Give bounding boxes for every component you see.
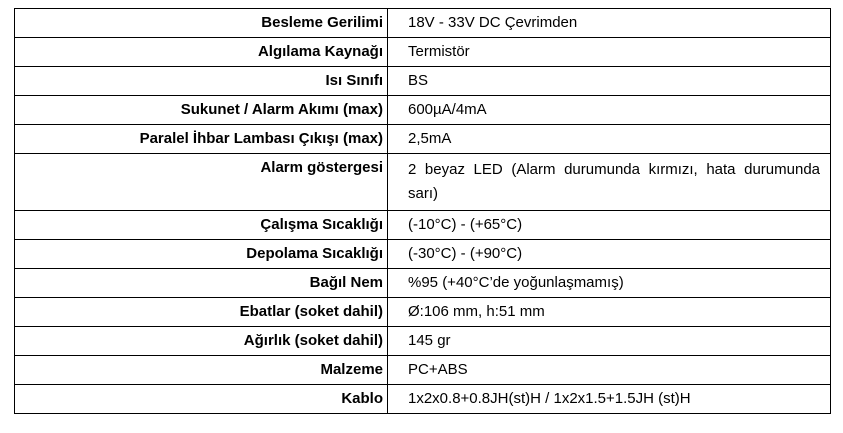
spec-label: Sukunet / Alarm Akımı (max)	[15, 96, 388, 125]
table-row	[15, 67, 831, 96]
spec-value: 1x2x0.8+0.8JH(st)H / 1x2x1.5+1.5JH (st)H	[388, 385, 831, 414]
table-row	[15, 154, 831, 211]
spec-value: 18V - 33V DC Çevrimden	[388, 9, 831, 38]
spec-label: Ağırlık (soket dahil)	[15, 327, 388, 356]
spec-label: Isı Sınıfı	[15, 67, 388, 96]
spec-value: 145 gr	[388, 327, 831, 356]
table-row	[15, 96, 831, 125]
spec-label: Kablo	[15, 385, 388, 414]
spec-value: %95 (+40°C’de yoğunlaşmamış)	[388, 269, 831, 298]
spec-value: (-30°C) - (+90°C)	[388, 240, 831, 269]
spec-label: Ebatlar (soket dahil)	[15, 298, 388, 327]
spec-label: Malzeme	[15, 356, 388, 385]
table-row	[15, 211, 831, 240]
spec-label: Bağıl Nem	[15, 269, 388, 298]
spec-value: PC+ABS	[388, 356, 831, 385]
table-row	[15, 125, 831, 154]
spec-value: 2,5mA	[388, 125, 831, 154]
spec-value: Ø:106 mm, h:51 mm	[388, 298, 831, 327]
table-row	[15, 327, 831, 356]
table-row	[15, 240, 831, 269]
spec-table	[14, 8, 831, 414]
table-row	[15, 385, 831, 414]
spec-value: Termistör	[388, 38, 831, 67]
spec-label: Besleme Gerilimi	[15, 9, 388, 38]
spec-label: Alarm göstergesi	[15, 154, 388, 211]
table-row	[15, 38, 831, 67]
table-row	[15, 9, 831, 38]
table-row	[15, 269, 831, 298]
spec-value: 2 beyaz LED (Alarm durumunda kırmızı, hata durumunda sarı)	[388, 154, 831, 211]
spec-label: Paralel İhbar Lambası Çıkışı (max)	[15, 125, 388, 154]
table-row	[15, 298, 831, 327]
spec-value: BS	[388, 67, 831, 96]
table-row	[15, 356, 831, 385]
spec-value: (-10°C) - (+65°C)	[388, 211, 831, 240]
spec-label: Çalışma Sıcaklığı	[15, 211, 388, 240]
spec-label: Algılama Kaynağı	[15, 38, 388, 67]
spec-label: Depolama Sıcaklığı	[15, 240, 388, 269]
spec-value: 600µA/4mA	[388, 96, 831, 125]
